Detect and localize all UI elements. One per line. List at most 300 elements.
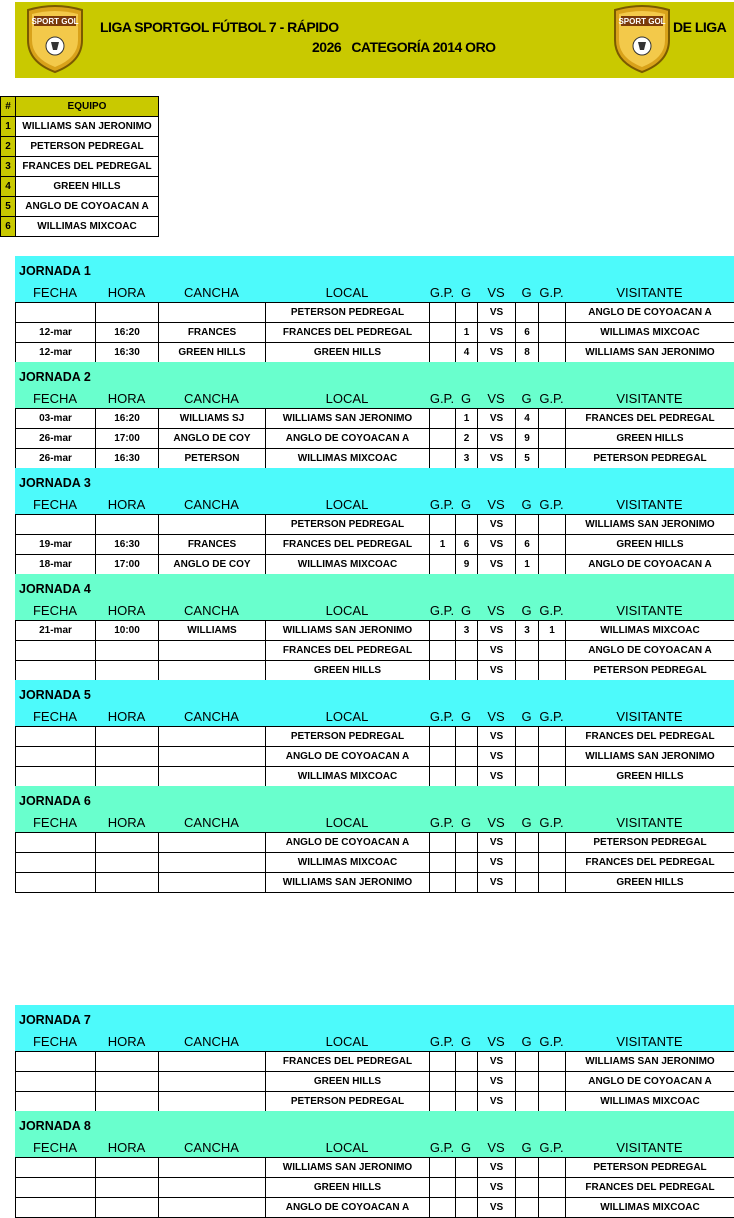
vs-column-header: VS [487,391,505,406]
column-headers [15,497,734,514]
local-goals [456,1072,478,1092]
match-date [16,1158,96,1178]
vs-label: VS [478,515,516,535]
gp-visitor-column-header: G.P. [539,709,564,724]
visitor-team: GREEN HILLS [566,767,734,787]
team-name: WILLIMAS MIXCOAC [16,217,159,237]
visitor-goals: 8 [516,343,539,363]
match-date [16,1178,96,1198]
match-row [16,873,734,893]
gp-visitor-column-header: G.P. [539,285,564,300]
jornada-block [15,468,734,575]
local-team: GREEN HILLS [266,1072,430,1092]
match-row [16,429,734,449]
visitor-team: WILLIMAS MIXCOAC [566,1092,734,1112]
visitor-goals [516,661,539,681]
vs-label: VS [478,1178,516,1198]
match-row [16,767,734,787]
local-team: WILLIMAS MIXCOAC [266,767,430,787]
local-goals: 3 [456,621,478,641]
jornada-block [15,1111,734,1218]
cancha-column-header: CANCHA [184,285,239,300]
visitor-gp [539,555,566,575]
jornada-title: JORNADA 1 [19,264,91,278]
fecha-column-header: FECHA [32,709,78,724]
team-name: WILLIAMS SAN JERONIMO [16,117,159,137]
local-gp [430,1178,456,1198]
hora-column-header: HORA [107,391,146,406]
column-headers [15,603,734,620]
sportgol-logo [22,4,88,74]
visitor-goals: 4 [516,409,539,429]
gp-local-column-header: G.P. [429,285,455,300]
local-goals [456,727,478,747]
match-field: WILLIAMS SJ [159,409,266,429]
local-gp [430,853,456,873]
visitor-gp [539,343,566,363]
gp-local-column-header: G.P. [429,709,455,724]
local-team: FRANCES DEL PEDREGAL [266,535,430,555]
vs-column-header: VS [487,285,505,300]
match-time [96,641,159,661]
local-column-header: LOCAL [325,1034,369,1049]
page-header [15,2,734,78]
visitor-gp [539,449,566,469]
local-team: ANGLO DE COYOACAN A [266,429,430,449]
jornada-header [15,1005,734,1051]
match-row [16,449,734,469]
vs-column-header: VS [487,1034,505,1049]
match-date: 18-mar [16,555,96,575]
goals-local-column-header: G [460,391,472,406]
visitor-goals [516,515,539,535]
team-row [1,197,159,217]
team-row [1,117,159,137]
local-goals [456,303,478,323]
visitor-team: PETERSON PEDREGAL [566,449,734,469]
vs-label: VS [478,343,516,363]
team-header: EQUIPO [16,97,159,117]
visitor-team: WILLIAMS SAN JERONIMO [566,1052,734,1072]
jornada-header [15,468,734,514]
local-team: ANGLO DE COYOACAN A [266,1198,430,1218]
match-row [16,1072,734,1092]
local-gp [430,1158,456,1178]
visitor-team: WILLIMAS MIXCOAC [566,323,734,343]
gp-local-column-header: G.P. [429,1140,455,1155]
match-field [159,833,266,853]
local-goals: 6 [456,535,478,555]
local-team: WILLIAMS SAN JERONIMO [266,873,430,893]
visitor-gp [539,1052,566,1072]
match-date [16,727,96,747]
vs-column-header: VS [487,497,505,512]
team-name: ANGLO DE COYOACAN A [16,197,159,217]
visitor-gp [539,429,566,449]
visitor-goals [516,1072,539,1092]
local-team: GREEN HILLS [266,343,430,363]
svg-text:SPORT GOL: SPORT GOL [618,17,666,26]
visitor-team: WILLIMAS MIXCOAC [566,621,734,641]
hora-column-header: HORA [107,815,146,830]
local-team: WILLIMAS MIXCOAC [266,449,430,469]
local-gp [430,833,456,853]
match-field: GREEN HILLS [159,343,266,363]
match-row [16,641,734,661]
local-gp [430,1072,456,1092]
local-team: PETERSON PEDREGAL [266,515,430,535]
match-field [159,1198,266,1218]
goals-local-column-header: G [460,497,472,512]
hora-column-header: HORA [107,1034,146,1049]
match-date: 03-mar [16,409,96,429]
goals-local-column-header: G [460,709,472,724]
goals-visitor-column-header: G [521,497,532,512]
match-row [16,621,734,641]
local-gp [430,343,456,363]
vs-label: VS [478,873,516,893]
local-goals: 4 [456,343,478,363]
fecha-column-header: FECHA [32,497,78,512]
cancha-column-header: CANCHA [184,1140,239,1155]
gp-local-column-header: G.P. [429,815,455,830]
vs-label: VS [478,641,516,661]
jornada-title: JORNADA 7 [19,1013,91,1027]
column-headers [15,815,734,832]
goals-visitor-column-header: G [521,1034,532,1049]
match-field: FRANCES [159,323,266,343]
fecha-column-header: FECHA [32,1140,78,1155]
match-row [16,323,734,343]
match-time [96,1178,159,1198]
visitor-gp [539,767,566,787]
match-row [16,853,734,873]
match-field [159,727,266,747]
goals-visitor-column-header: G [521,391,532,406]
visitor-team: WILLIAMS SAN JERONIMO [566,343,734,363]
goals-local-column-header: G [460,1034,472,1049]
visitor-goals [516,1198,539,1218]
visitor-goals: 1 [516,555,539,575]
column-headers [15,1034,734,1051]
team-row [1,217,159,237]
visitante-column-header: VISITANTE [616,603,683,618]
visitante-column-header: VISITANTE [616,285,683,300]
match-date [16,853,96,873]
match-time [96,833,159,853]
jornada-title: JORNADA 6 [19,794,91,808]
visitor-gp [539,833,566,853]
local-team: FRANCES DEL PEDREGAL [266,641,430,661]
teams-table [0,96,159,237]
hora-column-header: HORA [107,1140,146,1155]
jornada-title: JORNADA 2 [19,370,91,384]
local-team: ANGLO DE COYOACAN A [266,833,430,853]
local-column-header: LOCAL [325,1140,369,1155]
match-date [16,303,96,323]
match-date [16,641,96,661]
jornada-title: JORNADA 3 [19,476,91,490]
goals-local-column-header: G [460,603,472,618]
visitor-gp [539,853,566,873]
match-row [16,515,734,535]
match-date: 12-mar [16,343,96,363]
local-team: WILLIAMS SAN JERONIMO [266,409,430,429]
hora-column-header: HORA [107,285,146,300]
visitor-goals: 6 [516,535,539,555]
teams-header-row [1,97,159,117]
local-team: PETERSON PEDREGAL [266,727,430,747]
match-date [16,1198,96,1218]
visitor-gp [539,1158,566,1178]
jornada-block [15,786,734,893]
match-date [16,833,96,853]
match-field [159,515,266,535]
goals-local-column-header: G [460,285,472,300]
visitor-goals: 9 [516,429,539,449]
visitor-gp [539,641,566,661]
vs-label: VS [478,661,516,681]
match-field [159,873,266,893]
local-goals [456,853,478,873]
local-gp [430,555,456,575]
visitor-team: WILLIMAS MIXCOAC [566,1198,734,1218]
match-date [16,1052,96,1072]
jornada-header [15,362,734,408]
cancha-column-header: CANCHA [184,391,239,406]
local-goals [456,747,478,767]
match-time [96,661,159,681]
match-row [16,1092,734,1112]
visitor-team: FRANCES DEL PEDREGAL [566,727,734,747]
local-goals [456,1052,478,1072]
vs-label: VS [478,449,516,469]
team-name: GREEN HILLS [16,177,159,197]
team-name: FRANCES DEL PEDREGAL [16,157,159,177]
visitor-team: ANGLO DE COYOACAN A [566,1072,734,1092]
goals-visitor-column-header: G [521,603,532,618]
visitor-goals [516,1092,539,1112]
team-number: 3 [1,157,16,177]
local-team: GREEN HILLS [266,1178,430,1198]
visitor-gp [539,409,566,429]
visitante-column-header: VISITANTE [616,1034,683,1049]
visitor-goals [516,747,539,767]
local-column-header: LOCAL [325,815,369,830]
match-time [96,1052,159,1072]
jornada-header [15,574,734,620]
match-date [16,515,96,535]
local-gp: 1 [430,535,456,555]
match-date: 26-mar [16,449,96,469]
visitor-goals [516,1178,539,1198]
match-time [96,1092,159,1112]
column-headers [15,391,734,408]
vs-column-header: VS [487,603,505,618]
matches-table [15,726,734,787]
cancha-column-header: CANCHA [184,1034,239,1049]
visitante-column-header: VISITANTE [616,815,683,830]
local-column-header: LOCAL [325,391,369,406]
match-date: 19-mar [16,535,96,555]
matches-table [15,832,734,893]
vs-label: VS [478,303,516,323]
match-row [16,1158,734,1178]
local-gp [430,429,456,449]
visitor-team: PETERSON PEDREGAL [566,661,734,681]
local-goals [456,515,478,535]
local-gp [430,409,456,429]
local-gp [430,1198,456,1218]
jornada-header [15,1111,734,1157]
match-row [16,727,734,747]
match-row [16,833,734,853]
header-right-text: DE LIGA [673,19,727,35]
gp-visitor-column-header: G.P. [539,391,564,406]
match-field [159,1052,266,1072]
match-time: 16:30 [96,449,159,469]
match-time [96,515,159,535]
local-gp [430,727,456,747]
vs-label: VS [478,323,516,343]
local-team: PETERSON PEDREGAL [266,303,430,323]
hora-column-header: HORA [107,603,146,618]
jornada-title: JORNADA 5 [19,688,91,702]
gp-visitor-column-header: G.P. [539,1140,564,1155]
gp-local-column-header: G.P. [429,603,455,618]
local-gp [430,449,456,469]
local-team: WILLIAMS SAN JERONIMO [266,621,430,641]
match-date: 21-mar [16,621,96,641]
local-gp [430,1092,456,1112]
visitor-gp [539,727,566,747]
match-field [159,641,266,661]
visitor-goals [516,767,539,787]
team-number: 1 [1,117,16,137]
jornada-header [15,680,734,726]
matches-table [15,620,734,681]
local-goals [456,1198,478,1218]
jornada-block [15,256,734,363]
vs-label: VS [478,727,516,747]
match-field: PETERSON [159,449,266,469]
match-row [16,343,734,363]
match-time [96,767,159,787]
team-number: 5 [1,197,16,217]
visitor-gp [539,1072,566,1092]
vs-column-header: VS [487,1140,505,1155]
team-number: 2 [1,137,16,157]
local-team: ANGLO DE COYOACAN A [266,747,430,767]
vs-label: VS [478,1198,516,1218]
visitor-team: WILLIAMS SAN JERONIMO [566,747,734,767]
jornada-header [15,256,734,302]
local-team: FRANCES DEL PEDREGAL [266,323,430,343]
match-time: 17:00 [96,429,159,449]
match-date [16,767,96,787]
visitor-team: FRANCES DEL PEDREGAL [566,1178,734,1198]
match-field [159,1178,266,1198]
team-name: PETERSON PEDREGAL [16,137,159,157]
visitor-gp [539,303,566,323]
match-date [16,1092,96,1112]
vs-label: VS [478,833,516,853]
goals-visitor-column-header: G [521,1140,532,1155]
match-time: 16:20 [96,409,159,429]
visitor-gp [539,747,566,767]
column-headers [15,1140,734,1157]
local-goals [456,873,478,893]
match-field [159,853,266,873]
match-date: 12-mar [16,323,96,343]
svg-text:SPORT GOL: SPORT GOL [31,17,79,26]
local-goals: 3 [456,449,478,469]
match-time [96,1198,159,1218]
match-time: 16:30 [96,343,159,363]
match-row [16,535,734,555]
vs-label: VS [478,1052,516,1072]
vs-label: VS [478,621,516,641]
local-goals [456,661,478,681]
team-number: 4 [1,177,16,197]
match-field [159,767,266,787]
match-field: WILLIAMS [159,621,266,641]
goals-visitor-column-header: G [521,285,532,300]
match-date: 26-mar [16,429,96,449]
visitor-gp [539,661,566,681]
visitor-team: ANGLO DE COYOACAN A [566,555,734,575]
visitor-goals [516,727,539,747]
matches-table [15,408,734,469]
local-goals [456,1092,478,1112]
fecha-column-header: FECHA [32,285,78,300]
local-team: PETERSON PEDREGAL [266,1092,430,1112]
local-team: FRANCES DEL PEDREGAL [266,1052,430,1072]
goals-visitor-column-header: G [521,709,532,724]
match-field: ANGLO DE COY [159,429,266,449]
vs-column-header: VS [487,815,505,830]
vs-label: VS [478,1092,516,1112]
gp-visitor-column-header: G.P. [539,497,564,512]
jornada-block [15,1005,734,1112]
match-field [159,1158,266,1178]
jornada-title: JORNADA 8 [19,1119,91,1133]
local-goals: 1 [456,323,478,343]
gp-visitor-column-header: G.P. [539,1034,564,1049]
match-row [16,555,734,575]
match-time [96,1158,159,1178]
local-goals [456,1178,478,1198]
visitor-team: FRANCES DEL PEDREGAL [566,853,734,873]
season-category: 2026 CATEGORÍA 2014 ORO [312,39,496,55]
local-goals: 2 [456,429,478,449]
match-field [159,661,266,681]
vs-label: VS [478,747,516,767]
gp-local-column-header: G.P. [429,497,455,512]
visitor-gp [539,873,566,893]
column-headers [15,709,734,726]
gp-local-column-header: G.P. [429,391,455,406]
local-team: WILLIMAS MIXCOAC [266,555,430,575]
vs-column-header: VS [487,709,505,724]
visitor-gp [539,535,566,555]
jornada-header [15,786,734,832]
local-column-header: LOCAL [325,603,369,618]
gp-local-column-header: G.P. [429,1034,455,1049]
visitante-column-header: VISITANTE [616,1140,683,1155]
visitor-team: GREEN HILLS [566,429,734,449]
local-team: GREEN HILLS [266,661,430,681]
